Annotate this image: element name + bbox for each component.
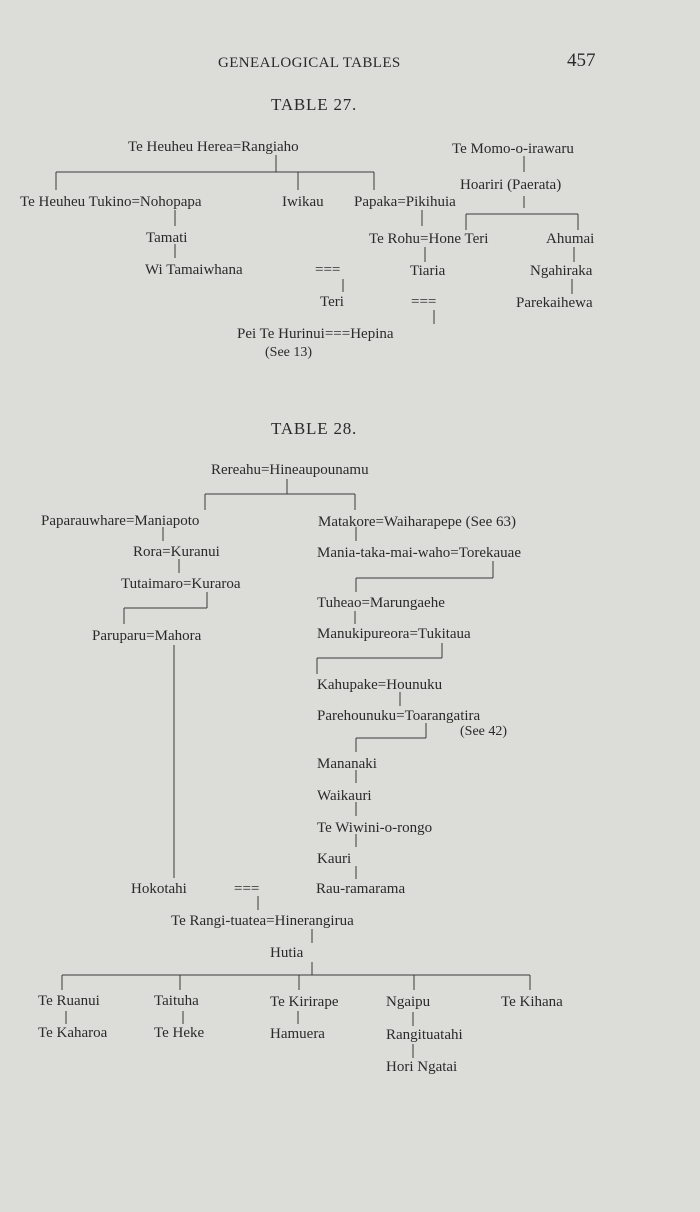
genealogy-entry: Hoariri (Paerata) — [460, 177, 562, 193]
genealogy-entry: Ngaipu — [386, 994, 431, 1010]
genealogy-entry: Rau-ramarama — [316, 881, 406, 897]
genealogy-entry: Rereahu=Hineaupounamu — [211, 462, 369, 478]
marriage-link: === — [315, 262, 341, 278]
genealogy-entry: Ahumai — [546, 231, 595, 247]
genealogy-entry: Parekaihewa — [516, 295, 593, 311]
genealogy-entry: Hutia — [270, 945, 304, 961]
genealogy-entry: Pei Te Hurinui===Hepina — [237, 326, 394, 342]
genealogy-entry: Tamati — [146, 230, 188, 246]
genealogy-entry: Te Heuheu Tukino=Nohopapa — [20, 194, 202, 210]
marriage-link: === — [234, 881, 260, 897]
genealogy-entry: Kauri — [317, 851, 352, 867]
genealogy-entry: Te Momo-o-irawaru — [452, 141, 574, 157]
genealogy-entry: Kahupake=Hounuku — [317, 677, 443, 693]
table-28-title: TABLE 28. — [271, 419, 358, 438]
table-27-title: TABLE 27. — [271, 95, 358, 114]
genealogy-entry: Matakore=Waiharapepe (See 63) — [318, 514, 516, 530]
genealogy-entry: Wi Tamaiwhana — [145, 262, 243, 278]
genealogy-entry: Tuheao=Marungaehe — [317, 595, 445, 611]
genealogy-entry: Te Kaharoa — [38, 1025, 108, 1041]
genealogy-entry: Te Rangi-tuatea=Hinerangirua — [171, 913, 354, 929]
genealogy-entry: Papaka=Pikihuia — [354, 194, 456, 210]
marriage-link: === — [411, 294, 437, 310]
cross-reference: (See 13) — [265, 345, 313, 360]
genealogy-entry: Iwikau — [282, 194, 324, 210]
genealogy-entry: Ngahiraka — [530, 263, 593, 279]
genealogy-entry: Rora=Kuranui — [133, 544, 220, 560]
genealogy-entry: Te Kirirape — [270, 994, 339, 1010]
genealogy-entry: Te Rohu=Hone Teri — [369, 231, 489, 247]
genealogy-entry: Rangituatahi — [386, 1027, 463, 1043]
genealogy-entry: Paruparu=Mahora — [92, 628, 202, 644]
genealogy-entry: Mananaki — [317, 756, 377, 772]
running-title: GENEALOGICAL TABLES — [218, 55, 401, 71]
genealogy-entry: Hamuera — [270, 1026, 325, 1042]
genealogy-entry: Te Kihana — [501, 994, 563, 1010]
genealogy-entry: Teri — [320, 294, 344, 310]
genealogy-entry: Te Wiwini-o-rongo — [317, 820, 433, 836]
genealogy-entry: Tutaimaro=Kuraroa — [121, 576, 241, 592]
genealogy-entry: Manukipureora=Tukitaua — [317, 626, 471, 642]
cross-reference: (See 42) — [460, 724, 508, 739]
genealogy-entry: Waikauri — [317, 788, 372, 804]
genealogy-entry: Te Heuheu Herea=Rangiaho — [128, 139, 299, 155]
genealogy-entry: Tiaria — [410, 263, 446, 279]
genealogy-entry: Hori Ngatai — [386, 1059, 458, 1075]
genealogy-entry: Parehounuku=Toarangatira — [317, 708, 481, 724]
genealogy-entry: Hokotahi — [131, 881, 187, 897]
genealogy-entry: Paparauwhare=Maniapoto — [41, 513, 200, 529]
genealogy-entry: Te Ruanui — [38, 993, 100, 1009]
genealogy-entry: Te Heke — [154, 1025, 205, 1041]
genealogy-entry: Mania-taka-mai-waho=Torekauae — [317, 545, 521, 561]
genealogy-entry: Taituha — [154, 993, 199, 1009]
page-number: 457 — [567, 50, 596, 71]
